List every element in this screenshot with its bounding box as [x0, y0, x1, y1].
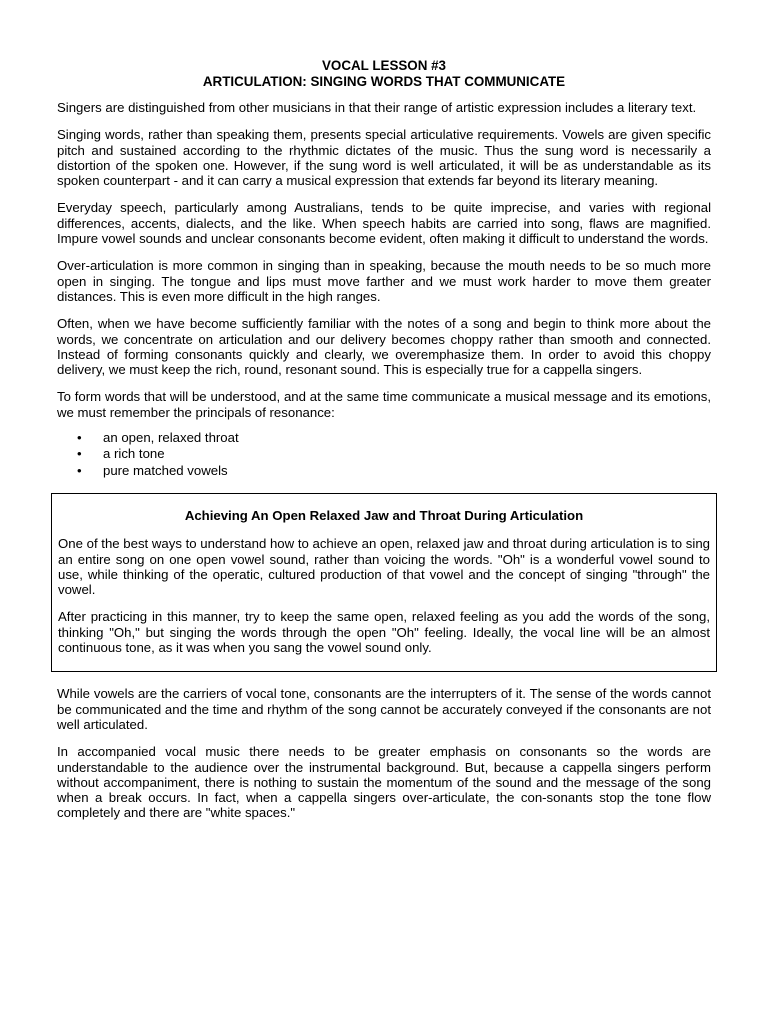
closing-section [57, 686, 711, 820]
box-paragraph-1: One of the best ways to understand how to achieve an open, relaxed jaw and throat during articulation is to sing an entire song on one open vowel sound, rather than voicing the words. "Oh" is a wonderful vowel sound to use, while thinking of the operatic, cultured production of that vowel and the concept of singing "through" the vowel. [58, 536, 710, 598]
document-page [57, 58, 711, 833]
list-item [57, 463, 711, 479]
list-item-text: pure matched vowels [103, 462, 228, 478]
closing-paragraph-1: While vowels are the carriers of vocal tone, consonants are the interrupters of it. The sense of the words cannot be communicated and the time and rhythm of the song cannot be accurately conveyed if the consonants are not well articulated. [57, 686, 711, 732]
list-item [57, 430, 711, 446]
list-item [57, 446, 711, 462]
intro-paragraph-6: To form words that will be understood, and at the same time communicate a musical message and its emotions, we must remember the principals of resonance: [57, 389, 711, 420]
list-item-text: an open, relaxed throat [103, 430, 239, 446]
bullet-icon: • [77, 446, 82, 462]
resonance-principles-list [57, 430, 711, 479]
lesson-topic-title: ARTICULATION: SINGING WORDS THAT COMMUNICATE [202, 74, 566, 89]
intro-paragraph-4: Over-articulation is more common in singing than in speaking, because the mouth needs to be so much more open in singing. The tongue and lips must move farther and we must work harder to move them greater distances. This is even more difficult in the high ranges. [57, 258, 711, 304]
bullet-icon: • [77, 430, 82, 446]
intro-paragraph-3: Everyday speech, particularly among Australians, tends to be quite imprecise, and varies with regional differences, accents, dialects, and the like. When speech habits are carried into song, flaws are magnified. Impure vowel sounds and unclear consonants become evident, often making it difficult to understand the words. [57, 200, 711, 247]
list-item-text: a rich tone [103, 446, 165, 462]
lesson-number-title: VOCAL LESSON #3 [321, 58, 447, 73]
closing-paragraph-2: In accompanied vocal music there needs to be greater emphasis on consonants so the words are understandable to the audience over the instrumental background. But, because a cappella singers perform without accompaniment, there is nothing to sustain the momentum of the sound and the message of the song when a break occurs. In fact, when a cappella singers over-articulate, the con-sonants stop the tone flow completely and there are "white spaces." [57, 744, 711, 821]
intro-paragraph-1: Singers are distinguished from other musicians in that their range of artistic expression includes a literary text. [57, 100, 697, 115]
open-jaw-throat-box [51, 493, 717, 672]
box-paragraph-2: After practicing in this manner, try to keep the same open, relaxed feeling as you add the words of the song, thinking "Oh," but singing the words through the open "Oh" feeling. Ideally, the vocal line will be an almost continuous tone, as it was when you sang the vowel sound only. [58, 609, 710, 656]
bullet-icon: • [77, 462, 82, 478]
title-block [57, 58, 711, 90]
intro-paragraph-5: Often, when we have become sufficiently familiar with the notes of a song and begin to think more about the words, we concentrate on articulation and our delivery becomes choppy rather than smooth and connected. Instead of forming consonants quickly and clearly, we overemphasize them. In order to avoid this choppy delivery, we must keep the rich, round, resonant sound. This is especially true for a cappella singers. [57, 316, 711, 378]
box-title: Achieving An Open Relaxed Jaw and Throat During Articulation [184, 507, 584, 523]
intro-paragraph-2: Singing words, rather than speaking them, presents special articulative requirements. Vowels are given specific pitch and sustained according to the rhythmic dictates of the music. Thus the sung word is necessarily a distortion of the spoken one. However, if the sung word is well articulated, it will be as understandable as its spoken counterpart - and it can carry a musical expression that extends far beyond its literary meaning. [57, 127, 711, 189]
